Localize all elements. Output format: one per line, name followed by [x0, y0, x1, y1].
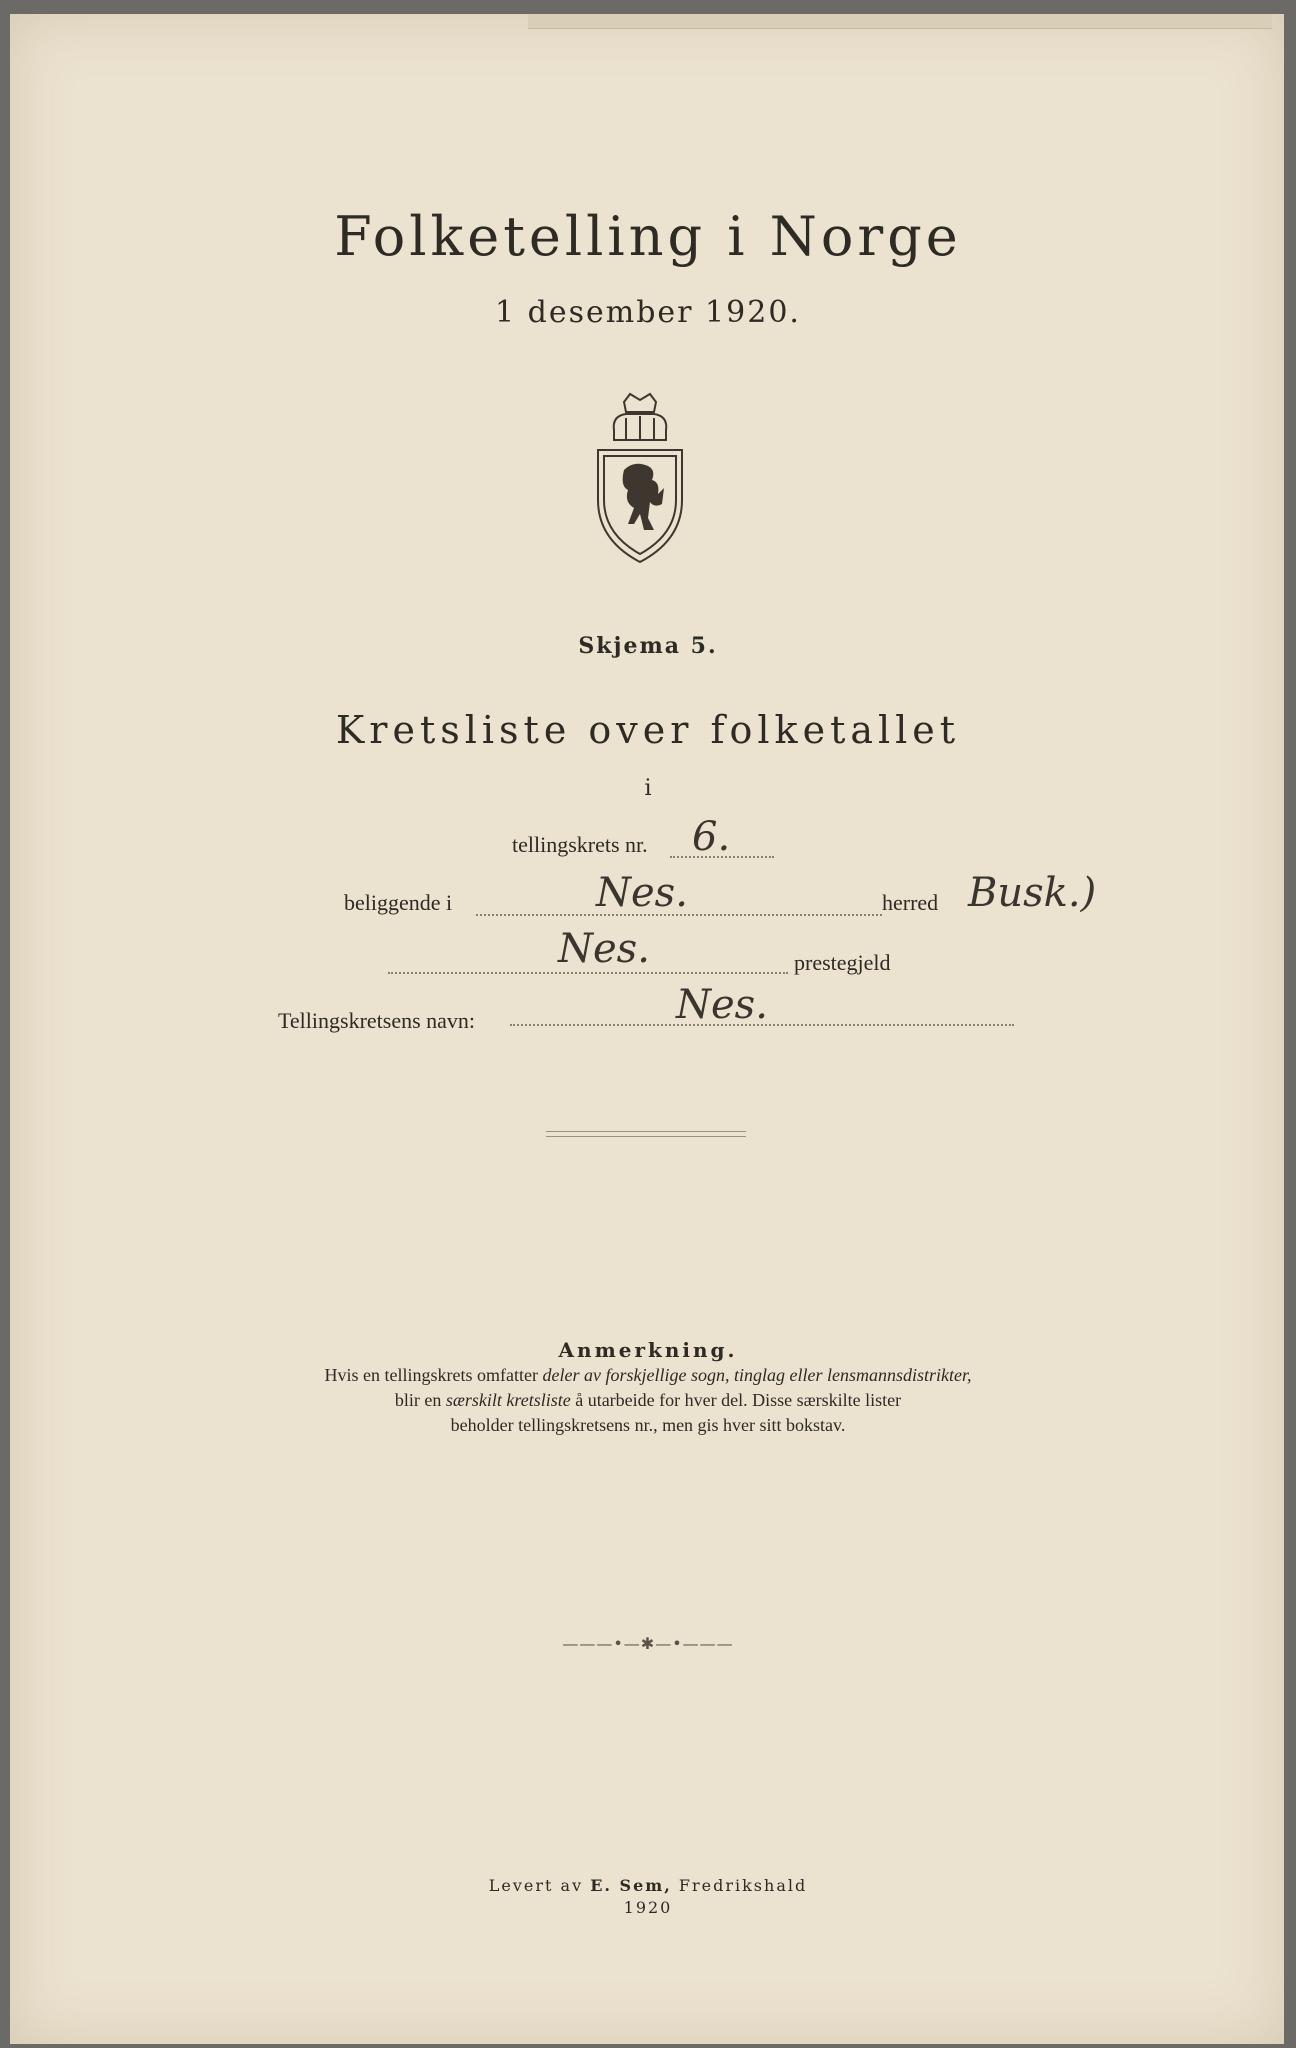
beliggende-value: Nes.: [596, 870, 688, 916]
prestegjeld-line: [388, 972, 788, 974]
tellingskrets-value: 6.: [692, 814, 731, 860]
note-line-1: Hvis en tellingskrets omfatter deler av forskjellige sogn, tinglag eller lensmannsdistrikter,: [324, 1365, 972, 1385]
note-line-3: beholder tellingskretsens nr., men gis hver sitt bokstav.: [450, 1415, 846, 1435]
document-date: 1 desember 1920.: [495, 295, 801, 330]
navn-value: Nes.: [676, 982, 768, 1028]
schema-label: Skjema 5.: [578, 633, 718, 659]
ornament-divider: ———•—✱—•———: [562, 1634, 734, 1653]
page-fold: [528, 14, 1272, 29]
navn-label: Tellingskretsens navn:: [278, 1008, 476, 1033]
printer-credit: Levert av E. Sem, Fredrikshald: [488, 1876, 808, 1895]
connector-word: i: [644, 776, 652, 801]
document-title: Folketelling i Norge: [334, 205, 962, 268]
tellingskrets-label: tellingskrets nr.: [512, 832, 648, 857]
herred-value: Busk.): [968, 870, 1097, 916]
herred-label: herred: [882, 890, 939, 915]
note-line-2: blir en særskilt kretsliste å utarbeide for hver del. Disse særskilte lister: [394, 1390, 902, 1410]
printer-year: 1920: [623, 1898, 673, 1917]
norwegian-lion-coat-of-arms-icon: [594, 390, 686, 565]
note-heading: Anmerkning.: [558, 1338, 738, 1362]
prestegjeld-label: prestegjeld: [794, 950, 891, 975]
section-divider: [546, 1131, 746, 1137]
document-subtitle: Kretsliste over folketallet: [335, 708, 961, 752]
beliggende-label: beliggende i: [344, 890, 453, 915]
prestegjeld-value: Nes.: [558, 926, 650, 972]
